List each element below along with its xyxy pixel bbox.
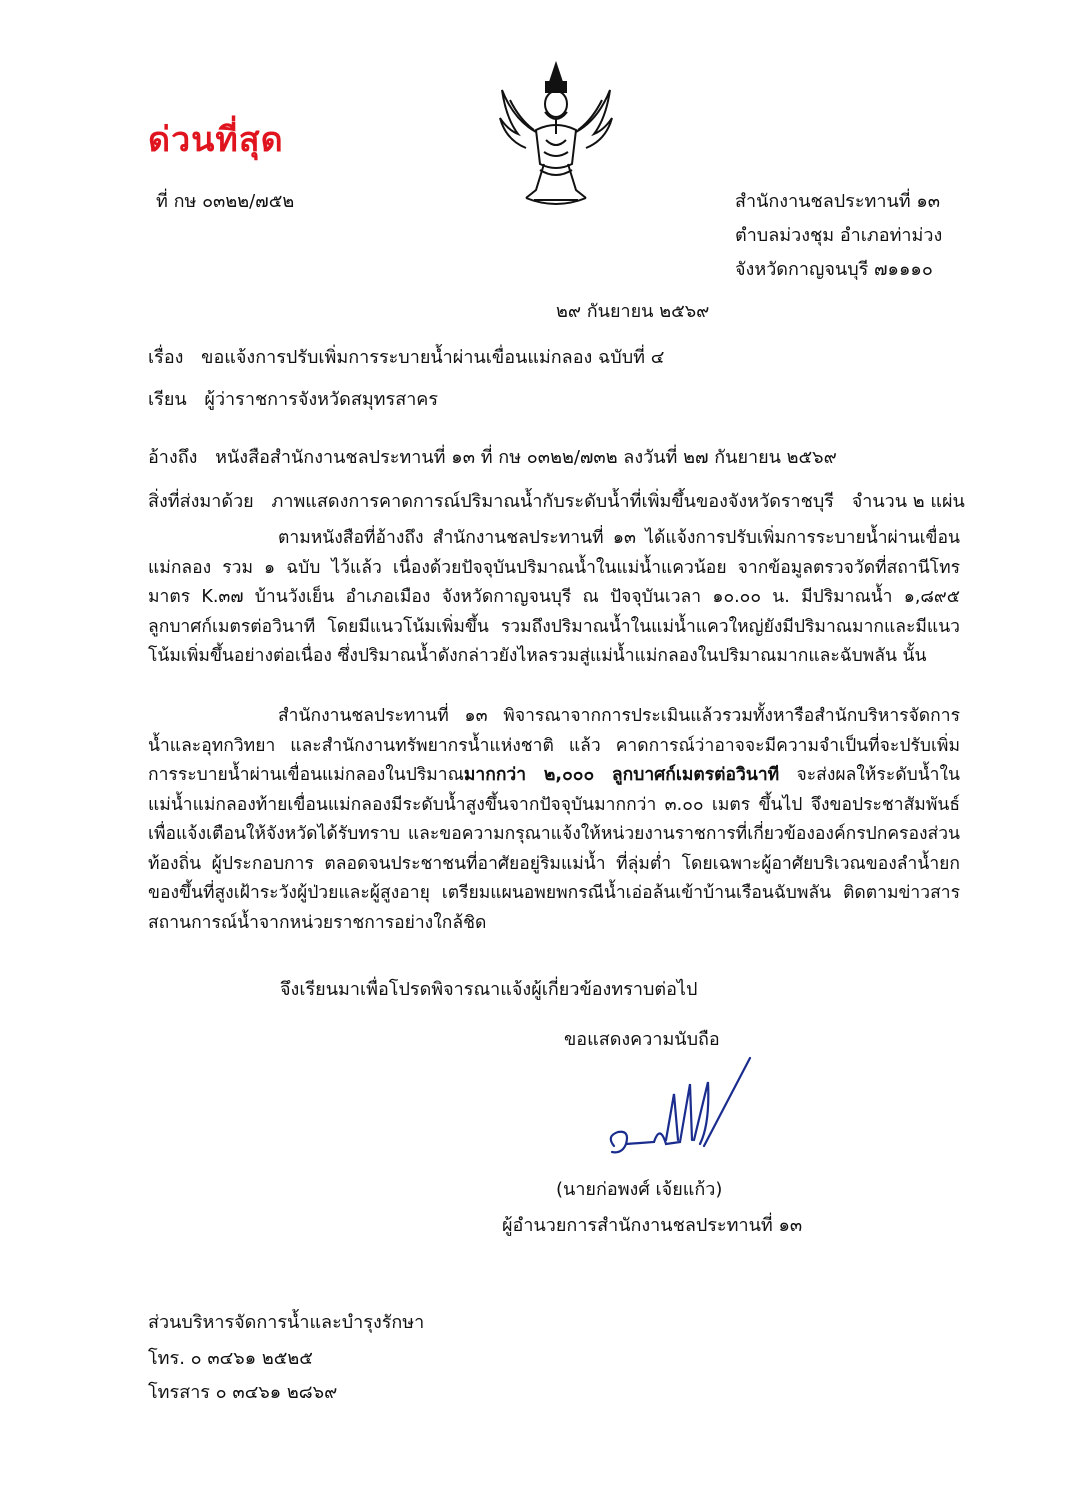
signature-image <box>600 1054 760 1164</box>
body-paragraph-2 <box>148 702 960 938</box>
signatory-position: ผู้อำนวยการสำนักงานชลประทานที่ ๑๓ <box>502 1215 803 1236</box>
enclosure-text: ภาพแสดงการคาดการณ์ปริมาณน้ำกับระดับน้ำที่เพิ่มขึ้นของจังหวัดราชบุรี <box>271 491 834 512</box>
reference-number: ที่ กษ ๐๓๒๒/๗๕๒ <box>156 191 295 212</box>
sender-address-line-2: ตำบลม่วงชุม อำเภอท่าม่วง <box>735 225 943 246</box>
subject-label: เรื่อง <box>148 347 184 368</box>
footer-phone: โทร. ๐ ๓๔๖๑ ๒๕๒๕ <box>148 1348 313 1369</box>
reference-text: หนังสือสำนักงานชลประทานที่ ๑๓ ที่ กษ ๐๓๒๒/๗๓๒ ลงวันที่ ๒๗ กันยายน ๒๕๖๙ <box>215 447 837 468</box>
footer-division: ส่วนบริหารจัดการน้ำและบำรุงรักษา <box>148 1312 425 1333</box>
footer-fax: โทรสาร ๐ ๓๔๖๑ ๒๘๖๙ <box>148 1382 338 1403</box>
recipient-text: ผู้ว่าราชการจังหวัดสมุทรสาคร <box>204 389 439 410</box>
paragraph-2-text-start: สำนักงานชลประทานที่ ๑๓ พิจารณาจากการประเมินแล้วรวมทั้งหารือสำนักบริหารจัดการน้ำและอุทกวิทยา และสำนักงานทรัพยากรน้ำแห่งชาติ แล้ว คาดการณ์ว่าอาจจะมีความจำเป็นที่จะปรับเพิ่มการระบายน้ำผ่านเขื่อนแม่กลองในปริมาณ <box>148 706 960 785</box>
closing-request: จึงเรียนมาเพื่อโปรดพิจารณาแจ้งผู้เกี่ยวข้องทราบต่อไป <box>280 979 698 1000</box>
reference-line <box>148 442 837 471</box>
sender-address-line-3: จังหวัดกาญจนบุรี ๗๑๑๑๐ <box>735 259 933 280</box>
subject-text: ขอแจ้งการปรับเพิ่มการระบายน้ำผ่านเขื่อนแม่กลอง ฉบับที่ ๔ <box>201 347 665 368</box>
signatory-name: (นายก่อพงศ์ เจ้ยแก้ว) <box>556 1179 723 1200</box>
recipient-label: เรียน <box>148 389 187 410</box>
paragraph-2-emphasis: มากกว่า ๒,๐๐๐ ลูกบาศก์เมตรต่อวินาที <box>463 765 780 785</box>
subject-line <box>148 342 664 371</box>
body-paragraph-1 <box>148 524 960 672</box>
paragraph-1-text: ตามหนังสือที่อ้างถึง สำนักงานชลประทานที่ ๑๓ ได้แจ้งการปรับเพิ่มการระบายน้ำผ่านเขื่อนแม่กลอง รวม ๑ ฉบับ ไว้แล้ว เนื่องด้วยปัจจุบันปริมาณน้ำในแม่น้ำแควน้อย จากข้อมูลตรวจวัดที่สถานีโทรมาตร K.๓๗ บ้านวังเย็น อำเภอเมือง จังหวัดกาญจนบุรี ณ ปัจจุบันเวลา ๑๐.๐๐ น. มีปริมาณน้ำ ๑,๘๙๕ ลูกบาศก์เมตรต่อวินาที โดยมีแนวโน้มเพิ่มขึ้น รวมถึงปริมาณน้ำในแม่น้ำแควใหญ่ยังมีปริมาณมากและมีแนวโน้มเพิ่มขึ้นอย่างต่อเนื่อง ซึ่งปริมาณน้ำดังกล่าวยังไหลรวมสู่แม่น้ำแม่กลองในปริมาณมากและฉับพลัน นั้น <box>148 528 960 666</box>
urgency-stamp: ด่วนที่สุด <box>148 120 284 160</box>
closing-regards: ขอแสดงความนับถือ <box>564 1029 720 1050</box>
enclosure-count: จำนวน ๒ แผ่น <box>851 491 965 512</box>
enclosure-label: สิ่งที่ส่งมาด้วย <box>148 491 254 512</box>
enclosure-line <box>148 486 965 515</box>
garuda-emblem-icon <box>496 60 616 210</box>
reference-label: อ้างถึง <box>148 447 198 468</box>
paragraph-2-text-end: จะส่งผลให้ระดับน้ำในแม่น้ำแม่กลองท้ายเขื่อนแม่กลองมีระดับน้ำสูงขึ้นจากปัจจุบันมากกว่า ๓.๐๐ เมตร ขึ้นไป จึงขอประชาสัมพันธ์เพื่อแจ้งเตือนให้จังหวัดได้รับทราบ และขอความกรุณาแจ้งให้หน่วยงานราชการที่เกี่ยวข้ององค์กรปกครองส่วนท้องถิ่น ผู้ประกอบการ ตลอดจนประชาชนที่อาศัยอยู่ริมแม่น้ำ ที่ลุ่มต่ำ โดยเฉพาะผู้อาศัยบริเวณของลำน้ำยกของขึ้นที่สูงเฝ้าระวังผู้ป่วยและผู้สูงอายุ เตรียมแผนอพยพกรณีน้ำเอ่อล้นเข้าบ้านเรือนฉับพลัน ติดตามข่าวสารสถานการณ์น้ำจากหน่วยราชการอย่างใกล้ชิด <box>148 765 960 933</box>
recipient-line <box>148 384 438 413</box>
letter-date: ๒๙ กันยายน ๒๕๖๙ <box>556 301 710 322</box>
sender-address-line-1: สำนักงานชลประทานที่ ๑๓ <box>735 191 941 212</box>
